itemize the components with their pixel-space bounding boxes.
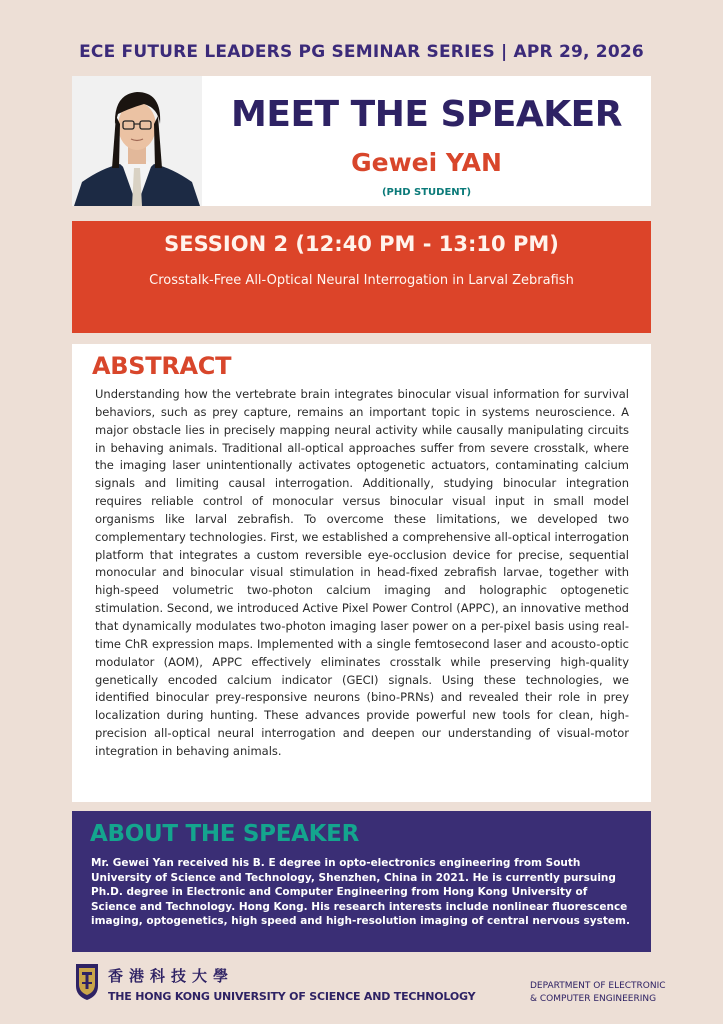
meet-the-speaker-title: MEET THE SPEAKER xyxy=(231,94,622,135)
session-panel xyxy=(72,221,651,333)
university-name-chinese: 香港科技大學 xyxy=(108,967,235,985)
session-title: SESSION 2 (12:40 PM - 13:10 PM) xyxy=(164,232,559,256)
about-speaker-heading: ABOUT THE SPEAKER xyxy=(90,821,359,847)
abstract-body: Understanding how the vertebrate brain integrates binocular visual information for survival behaviors, such as prey capture, remains an important topic in systems neuroscience. A major obstacle lies in precisely mapping neural activity while causally manipulating circuits in behaving animals. Traditional all-optical approaches suffer from severe crosstalk, where the imaging laser unintentionally activates optogenetic actuators, contaminating calcium signals and limiting causal interrogation. Additionally, studying binocular integration requires reliable control of monocular versus binocular visual input in small model organisms like larval zebrafish. To overcome these limitations, we developed two complementary technologies. First, we established a comprehensive all-optical interrogation platform that integrates a custom reversible eye-occlusion device for precise, sequential monocular and binocular visual stimulation in head-fixed zebrafish larvae, together with high-speed volumetric two-photon calcium imaging and holographic optogenetic stimulation. Second, we introduced Active Pixel Power Control (APPC), an innovative method that dynamically modulates two-photon imaging laser power on a per-pixel basis using real-time ChR expression maps. Implemented with a single femtosecond laser and acousto-optic modulator (AOM), APPC effectively eliminates crosstalk while preserving high-quality genetically encoded calcium indicator (GECI) signals. Using these technologies, we identified binocular prey-responsive neurons (bino-PRNs) and revealed their role in prey localization during hunting. These advances provide powerful new tools for clean, high-precision all-optical neural interrogation and deepen our understanding of visual-motor integration in behaving animals. xyxy=(95,387,629,758)
department-name-line1: DEPARTMENT OF ELECTRONIC xyxy=(530,981,666,991)
talk-title: Crosstalk-Free All-Optical Neural Interrogation in Larval Zebrafish xyxy=(149,273,574,288)
department-name xyxy=(530,980,690,1006)
department-name-line2: & COMPUTER ENGINEERING xyxy=(530,994,657,1004)
abstract-panel xyxy=(72,344,651,802)
abstract-heading: ABSTRACT xyxy=(92,352,232,380)
about-speaker-body: Mr. Gewei Yan received his B. E degree in opto-electronics engineering from South University of Science and Technology, Shenzhen, China in 2021. He is currently pursuing Ph.D. degree in Electronic and Computer Engineering from Hong Kong University of Science and Technology. Hong Kong. His research interests include nonlinear fluorescence imaging, optogenetics, high speed and high-resolution imaging of central nervous system. xyxy=(91,857,630,928)
about-speaker-panel xyxy=(72,811,651,952)
speaker-panel xyxy=(72,76,651,206)
speaker-photo xyxy=(72,76,202,206)
speaker-name: Gewei YAN xyxy=(351,148,502,177)
seminar-series-header: ECE FUTURE LEADERS PG SEMINAR SERIES | APR 29, 2026 xyxy=(79,42,644,62)
university-name-english: THE HONG KONG UNIVERSITY OF SCIENCE AND TECHNOLOGY xyxy=(108,990,476,1003)
hkust-logo-icon xyxy=(74,962,100,1002)
speaker-role: (PHD STUDENT) xyxy=(381,187,472,198)
